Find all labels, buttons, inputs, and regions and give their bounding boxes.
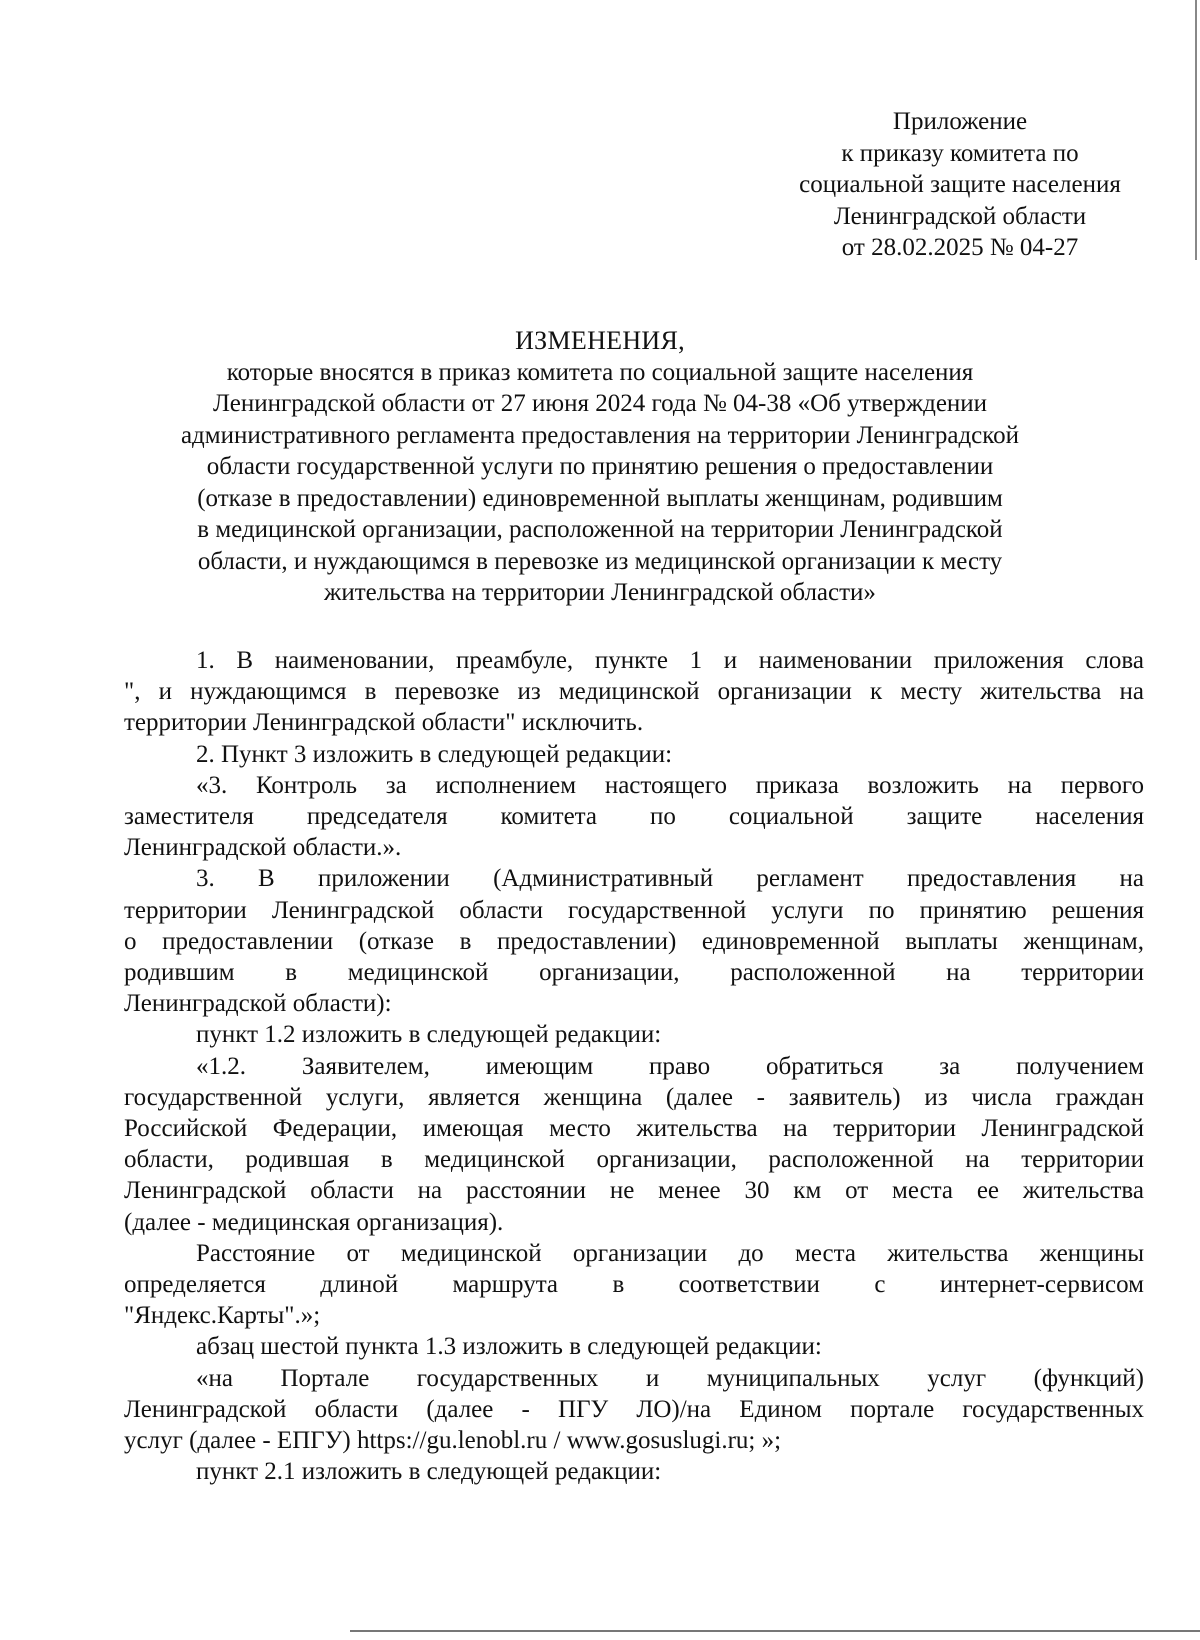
appendix-line: к приказу комитета по <box>841 139 1079 167</box>
subtitle-line: (отказе в предоставлении) единовременной выплаты женщинам, родившим <box>197 484 1003 512</box>
body-line: родившим в медицинской организации, расположенной на территории <box>124 959 1144 987</box>
body-line: о предоставлении (отказе в предоставлении) единовременной выплаты женщинам, <box>124 927 1144 955</box>
body-line: Ленинградской области): <box>124 990 392 1018</box>
body-line: (далее - медицинская организация). <box>124 1208 504 1236</box>
body-line: государственной услуги, является женщина (далее - заявитель) из числа граждан <box>124 1083 1144 1111</box>
body-line: Ленинградской области (далее - ПГУ ЛО)/на Едином портале государственных <box>124 1395 1144 1423</box>
body-line: ", и нуждающимся в перевозке из медицинской организации к месту жительства на <box>124 678 1144 706</box>
subtitle-line: Ленинградской области от 27 июня 2024 года № 04-38 «Об утверждении <box>212 390 988 417</box>
subtitle-line: жительства на территории Ленинградской области» <box>324 579 876 606</box>
appendix-line: социальной защите населения <box>799 171 1121 198</box>
body-line: «на Портале государственных и муниципальных услуг (функций) <box>196 1364 1144 1392</box>
body-line: 1. В наименовании, преамбуле, пункте 1 и наименовании приложения слова <box>196 647 1144 674</box>
appendix-block <box>760 106 1160 264</box>
body-line: определяется длиной маршрута в соответствии с интернет-сервисом <box>124 1271 1144 1299</box>
subtitle-line: которые вносятся в приказ комитета по социальной защите населения <box>226 358 974 386</box>
body-line: Расстояние от медицинской организации до места жительства женщины <box>196 1239 1144 1267</box>
subtitle-line: в медицинской организации, расположенной на территории Ленинградской <box>197 516 1003 543</box>
subtitle-line: области государственной услуги по принятию решения о предоставлении <box>206 453 994 480</box>
body-line: Ленинградской области на расстоянии не менее 30 км от места ее жительства <box>124 1177 1144 1205</box>
body-line: Российской Федерации, имеющая место жительства на территории Ленинградской <box>124 1115 1144 1143</box>
body-line: заместителя председателя комитета по социальной защите населения <box>124 803 1144 831</box>
body-line: пункт 2.1 изложить в следующей редакции: <box>196 1458 662 1486</box>
body-line: территории Ленинградской области" исключить. <box>124 709 644 737</box>
body-line: абзац шестой пункта 1.3 изложить в следующей редакции: <box>196 1333 822 1361</box>
body-line: "Яндекс.Карты".»; <box>124 1302 321 1330</box>
appendix-line: Ленинградской области <box>833 202 1087 230</box>
document-heading: ИЗМЕНЕНИЯ, <box>515 326 685 355</box>
body-line: пункт 1.2 изложить в следующей редакции: <box>196 1021 662 1049</box>
scan-edge-line <box>1195 0 1197 260</box>
body-line: 2. Пункт 3 изложить в следующей редакции: <box>196 740 673 768</box>
body-line: услуг (далее - ЕПГУ) https://gu.lenobl.ru / www.gosuslugi.ru; »; <box>124 1427 782 1455</box>
appendix-line: от 28.02.2025 № 04-27 <box>841 234 1079 261</box>
body-line: «3. Контроль за исполнением настоящего приказа возложить на первого <box>196 771 1144 799</box>
body-line: территории Ленинградской области государственной услуги по принятию решения <box>124 896 1144 924</box>
subtitle-line: административного регламента предоставления на территории Ленинградской <box>180 421 1020 449</box>
body-line: Ленинградской области.». <box>124 834 402 862</box>
body-line: 3. В приложении (Административный регламент предоставления на <box>196 865 1144 893</box>
title-block <box>130 325 1070 609</box>
document-body <box>124 645 1144 1487</box>
subtitle-line: области, и нуждающимся в перевозке из медицинской организации к месту <box>197 547 1003 575</box>
appendix-line: Приложение <box>892 108 1028 135</box>
scan-bottom-edge <box>350 1630 1200 1632</box>
body-line: «1.2. Заявителем, имеющим право обратиться за получением <box>196 1052 1144 1080</box>
body-line: области, родившая в медицинской организации, расположенной на территории <box>124 1146 1144 1174</box>
